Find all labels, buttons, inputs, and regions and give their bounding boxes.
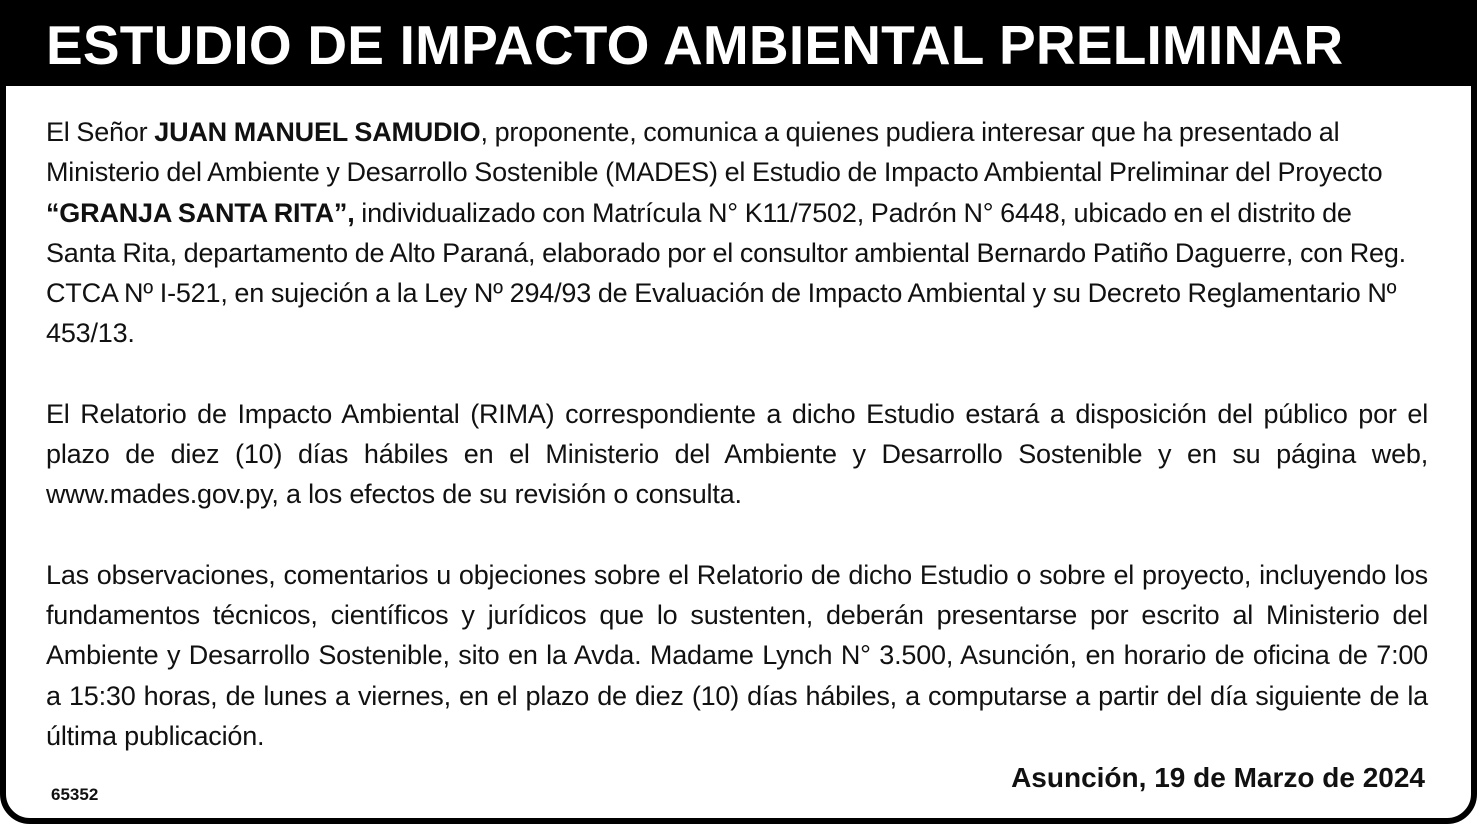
- project-name: “GRANJA SANTA RITA”,: [46, 197, 355, 228]
- paragraph-intro: El Señor: [46, 117, 155, 147]
- notice-title: ESTUDIO DE IMPACTO AMBIENTAL PRELIMINAR: [46, 14, 1344, 76]
- paragraph-text-b: individualizado con Matrícula N° K11/7502, Padrón N° 6448, ubicado en el distrito de Santa Rita, departamento de Alto Paraná, elaborado por el consultor ambiental Bernardo Patiño Daguerre, con Reg. CTCA Nº I-521, en sujeción a la Ley Nº 294/93 de Evaluación de Impacto Ambiental y su Decreto Reglamentario Nº 453/13.: [46, 197, 1406, 349]
- header-bar: [6, 6, 1471, 86]
- paragraph-rima-availability: El Relatorio de Impacto Ambiental (RIMA) correspondiente a dicho Estudio estará a disposición del público por el plazo de diez (10) días hábiles en el Ministerio del Ambiente y Desarrollo Sostenible y en su página web, www.mades.gov.py, a los efectos de su revisión o consulta.: [46, 398, 1428, 510]
- place-and-date: Asunción, 19 de Marzo de 2024: [1011, 762, 1425, 793]
- paragraph-observations: Las observaciones, comentarios u objeciones sobre el Relatorio de dicho Estudio o sobre el proyecto, incluyendo los fundamentos técnicos, científicos y jurídicos que lo sustenten, deberán presentarse por escrito al Ministerio del Ambiente y Desarrollo Sostenible, sito en la Avda. Madame Lynch N° 3.500, Asunción, en horario de oficina de 7:00 a 15:30 horas, de lunes a viernes, en el plazo de diez (10) días hábiles, a computarse a partir del día siguiente de la última publicación.: [46, 559, 1428, 751]
- proponent-name: JUAN MANUEL SAMUDIO: [154, 117, 481, 147]
- notice-body: [46, 112, 1428, 796]
- reference-code: 65352: [51, 785, 99, 804]
- paragraph-announcement: [46, 112, 1428, 354]
- paragraph-text-a: , proponente, comunica a quienes pudiera interesar que ha presentado al Ministerio del Ambiente y Desarrollo Sostenible (MADES) el Estudio de Impacto Ambiental Preliminar del Proyecto: [46, 117, 1383, 188]
